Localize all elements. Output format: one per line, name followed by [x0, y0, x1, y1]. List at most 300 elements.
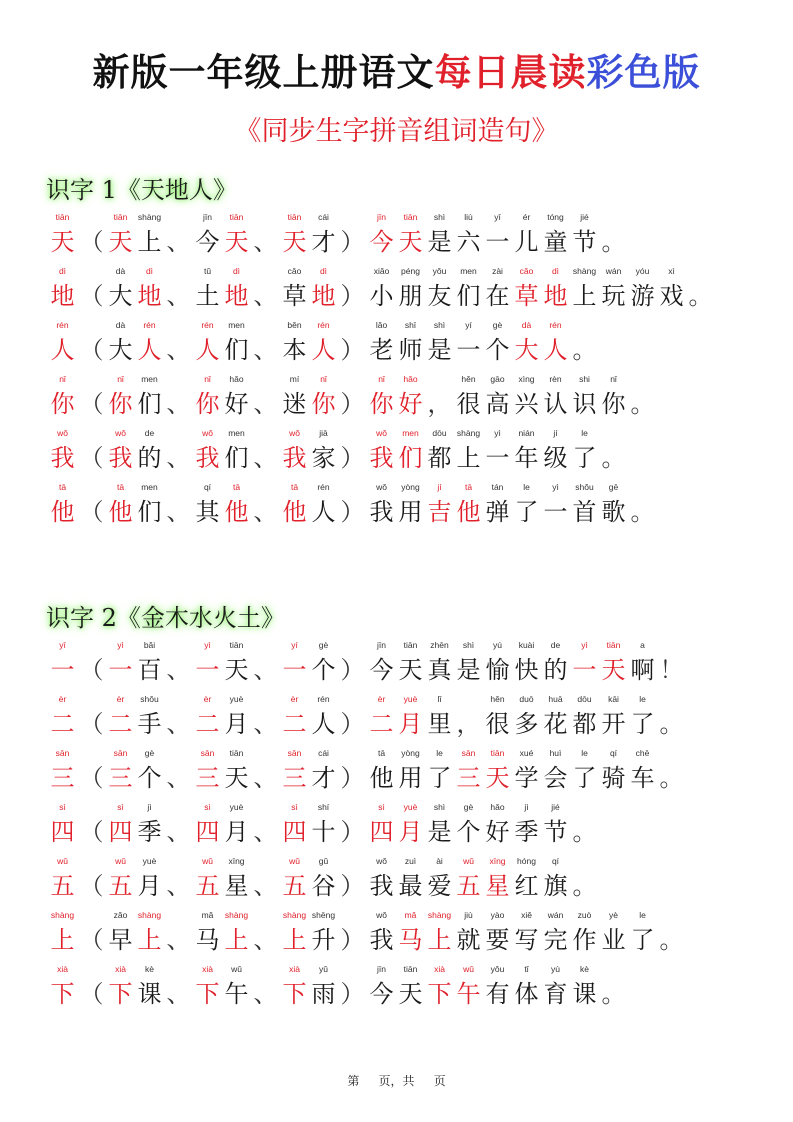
hanzi: 学 — [514, 764, 539, 792]
hanzi: 五 — [50, 872, 75, 900]
hanzi: 朋 — [398, 282, 423, 310]
hanzi: 土 — [195, 282, 220, 310]
hanzi: 上 — [137, 926, 162, 954]
hanzi: 了 — [514, 498, 539, 526]
pinyin: huā — [548, 694, 563, 704]
pinyin: hěn — [461, 374, 476, 384]
pinyin: jīn — [203, 212, 212, 222]
pinyin: wǒ — [202, 428, 213, 438]
hanzi: 。 — [659, 710, 684, 738]
hanzi: 星 — [224, 872, 249, 900]
pinyin: cǎo — [519, 266, 534, 276]
hanzi: 早 — [108, 926, 133, 954]
pinyin: shì — [433, 320, 446, 330]
pinyin: jí — [553, 428, 558, 438]
hanzi: 小 — [369, 282, 394, 310]
pinyin: tā — [290, 482, 299, 492]
hanzi: 、 — [253, 818, 278, 846]
pinyin: shì — [433, 802, 446, 812]
pinyin: shí — [317, 802, 330, 812]
hanzi: 就 — [456, 926, 481, 954]
hanzi: 用 — [398, 498, 423, 526]
pinyin — [647, 639, 696, 651]
pinyin: xīng — [489, 856, 506, 866]
hanzi: 好 — [224, 390, 249, 418]
hanzi: 、 — [166, 336, 191, 364]
hanzi: 五 — [195, 872, 220, 900]
hanzi: 马 — [398, 926, 423, 954]
pinyin: shàng — [137, 910, 162, 920]
hanzi: 马 — [195, 926, 220, 954]
pinyin: men — [141, 374, 158, 384]
hanzi: 好 — [485, 818, 510, 846]
pinyin: gāo — [490, 374, 505, 384]
hanzi: 他 — [50, 498, 75, 526]
pinyin: dì — [551, 266, 560, 276]
hanzi: 大 — [108, 282, 133, 310]
pinyin: xìng — [518, 374, 535, 384]
hanzi: 体 — [514, 980, 539, 1008]
hanzi: ） — [340, 656, 365, 684]
pinyin: tiān — [403, 964, 418, 974]
hanzi: 们 — [456, 282, 481, 310]
hanzi: 下 — [108, 980, 133, 1008]
hanzi: 、 — [166, 656, 191, 684]
pinyin: kuài — [518, 640, 535, 650]
pinyin: sān — [461, 748, 476, 758]
hanzi: 真 — [427, 656, 452, 684]
pinyin: wǒ — [376, 856, 387, 866]
pinyin: tiān — [55, 212, 70, 222]
hanzi: 快 — [514, 656, 539, 684]
hanzi: 十 — [311, 818, 336, 846]
hanzi: 用 — [398, 764, 423, 792]
hanzi: 天 — [398, 656, 423, 684]
character-line — [48, 909, 686, 959]
hanzi: 家 — [311, 444, 336, 472]
hanzi: 三 — [50, 764, 75, 792]
hanzi: 。 — [572, 818, 597, 846]
pinyin: jié — [580, 212, 589, 222]
hanzi: 五 — [108, 872, 133, 900]
hanzi: 。 — [630, 390, 655, 418]
hanzi: 骑 — [601, 764, 626, 792]
hanzi: 吉 — [427, 498, 452, 526]
pinyin: hóng — [517, 856, 536, 866]
hanzi: 午 — [224, 980, 249, 1008]
pinyin: bǎi — [143, 640, 156, 650]
hanzi: 今 — [369, 980, 394, 1008]
hanzi: 、 — [253, 282, 278, 310]
hanzi: 才 — [311, 764, 336, 792]
pinyin: wǔ — [115, 856, 126, 866]
hanzi: 、 — [166, 926, 191, 954]
hanzi: 认 — [543, 390, 568, 418]
pinyin: tiān — [113, 212, 128, 222]
pinyin: wǒ — [376, 482, 387, 492]
pinyin: yuè — [142, 856, 157, 866]
pinyin: rén — [317, 482, 330, 492]
punctuation — [599, 963, 628, 1013]
hanzi: 二 — [50, 710, 75, 738]
hanzi: 雨 — [311, 980, 336, 1008]
pinyin: shàng — [427, 910, 452, 920]
hanzi: 天 — [398, 228, 423, 256]
hanzi: （ — [79, 390, 104, 418]
hanzi: 月 — [398, 818, 423, 846]
hanzi: 作 — [572, 926, 597, 954]
pinyin: shi — [579, 374, 590, 384]
pinyin: yào — [490, 910, 505, 920]
hanzi: 地 — [224, 282, 249, 310]
pinyin — [647, 747, 696, 759]
pinyin: kè — [145, 964, 154, 974]
hanzi: 友 — [427, 282, 452, 310]
pinyin: jīn — [377, 964, 386, 974]
hanzi: 我 — [50, 444, 75, 472]
pinyin: yù — [551, 964, 560, 974]
pinyin: lǎo — [375, 320, 388, 330]
hanzi: 童 — [543, 228, 568, 256]
hanzi: 草 — [514, 282, 539, 310]
pinyin: rén — [317, 320, 330, 330]
hanzi: （ — [79, 980, 104, 1008]
pinyin: rén — [549, 320, 562, 330]
pinyin: lǐ — [437, 694, 442, 704]
hanzi: 一 — [108, 656, 133, 684]
hanzi: 月 — [137, 872, 162, 900]
character-line — [48, 747, 686, 797]
hanzi: 大 — [108, 336, 133, 364]
pinyin: wǔ — [202, 856, 213, 866]
pinyin: yú — [493, 640, 502, 650]
pinyin: gē — [608, 482, 619, 492]
punctuation — [628, 481, 657, 531]
pinyin: huì — [549, 748, 562, 758]
hanzi: 都 — [427, 444, 452, 472]
hanzi: 上 — [427, 926, 452, 954]
hanzi: 地 — [543, 282, 568, 310]
hanzi: （ — [79, 498, 104, 526]
pinyin: tā — [58, 482, 67, 492]
hanzi: 大 — [514, 336, 539, 364]
hanzi: 、 — [166, 764, 191, 792]
hanzi: 升 — [311, 926, 336, 954]
pinyin: xià — [434, 964, 445, 974]
pinyin: xiǎo — [373, 266, 390, 276]
hanzi: 节 — [543, 818, 568, 846]
hanzi: 一 — [50, 656, 75, 684]
pinyin: wǔ — [463, 856, 474, 866]
pinyin: xiě — [521, 910, 532, 920]
punctuation — [657, 639, 686, 689]
hanzi: 课 — [137, 980, 162, 1008]
punctuation — [570, 319, 599, 369]
hanzi: 上 — [282, 926, 307, 954]
hanzi: 、 — [166, 228, 191, 256]
hanzi: 。 — [572, 872, 597, 900]
hanzi: 旗 — [543, 872, 568, 900]
pinyin: le — [436, 748, 443, 758]
pinyin: yǒu — [490, 964, 505, 974]
character-line — [48, 427, 628, 477]
hanzi: 。 — [572, 336, 597, 364]
pinyin: dà — [115, 320, 126, 330]
hanzi: 六 — [456, 228, 481, 256]
pinyin: wǒ — [376, 428, 387, 438]
hanzi: 天 — [282, 228, 307, 256]
hanzi: 、 — [166, 980, 191, 1008]
hanzi: 节 — [572, 228, 597, 256]
pinyin: hǎo — [490, 802, 505, 812]
title-part-2: 每日晨读 — [434, 51, 587, 94]
pinyin: cái — [318, 212, 329, 222]
hanzi: 一 — [456, 336, 481, 364]
hanzi: 是 — [427, 228, 452, 256]
pinyin: men — [228, 428, 245, 438]
pinyin: shàng — [572, 266, 597, 276]
pinyin: nǐ — [204, 374, 211, 384]
pinyin: wán — [605, 266, 622, 276]
hanzi: 首 — [572, 498, 597, 526]
pinyin: tiān — [490, 748, 505, 758]
hanzi: 是 — [456, 656, 481, 684]
pinyin — [589, 963, 638, 975]
pinyin: sì — [291, 802, 298, 812]
pinyin: yì — [581, 640, 588, 650]
hanzi: ） — [340, 818, 365, 846]
hanzi: 完 — [543, 926, 568, 954]
hanzi: ） — [340, 390, 365, 418]
hanzi: 。 — [659, 764, 684, 792]
pinyin: yǒu — [432, 266, 447, 276]
hanzi: 、 — [166, 872, 191, 900]
punctuation — [628, 373, 657, 423]
hanzi: 天 — [108, 228, 133, 256]
hanzi: 他 — [224, 498, 249, 526]
hanzi: 我 — [369, 872, 394, 900]
pinyin: yuè — [403, 802, 418, 812]
hanzi: 地 — [50, 282, 75, 310]
character-line — [48, 693, 686, 743]
pinyin: xià — [202, 964, 213, 974]
hanzi: 会 — [543, 764, 568, 792]
hanzi: 了 — [427, 764, 452, 792]
hanzi: 上 — [50, 926, 75, 954]
hanzi: 手 — [137, 710, 162, 738]
pinyin: zuì — [404, 856, 417, 866]
pinyin: jì — [524, 802, 529, 812]
pinyin: dì — [232, 266, 241, 276]
hanzi: 年 — [514, 444, 539, 472]
hanzi: 、 — [253, 336, 278, 364]
hanzi: 季 — [514, 818, 539, 846]
hanzi: 了 — [572, 764, 597, 792]
pinyin: rén — [143, 320, 156, 330]
hanzi: 才 — [311, 228, 336, 256]
hanzi: 啊 — [630, 656, 655, 684]
pinyin: cǎo — [287, 266, 302, 276]
hanzi: 、 — [166, 818, 191, 846]
pinyin: tǐ — [524, 964, 529, 974]
pinyin: gè — [492, 320, 503, 330]
hanzi: 们 — [224, 444, 249, 472]
hanzi: 月 — [224, 818, 249, 846]
hanzi: 游 — [630, 282, 655, 310]
pinyin: chē — [635, 748, 650, 758]
pinyin: sān — [287, 748, 302, 758]
hanzi: 我 — [195, 444, 220, 472]
hanzi: ） — [340, 764, 365, 792]
pinyin: de — [144, 428, 155, 438]
pinyin — [560, 855, 609, 867]
hanzi: 我 — [282, 444, 307, 472]
pinyin: mí — [289, 374, 300, 384]
pinyin: tiān — [229, 748, 244, 758]
pinyin: gè — [463, 802, 474, 812]
hanzi: 迷 — [282, 390, 307, 418]
title-part-1: 新版一年级上册语文 — [92, 51, 435, 94]
hanzi: 人 — [311, 336, 336, 364]
hanzi: 天 — [224, 764, 249, 792]
hanzi: 人 — [50, 336, 75, 364]
hanzi: 地 — [137, 282, 162, 310]
punctuation — [657, 693, 686, 743]
hanzi: 今 — [369, 228, 394, 256]
pinyin: kè — [580, 964, 589, 974]
pinyin: dōu — [432, 428, 447, 438]
hanzi: 们 — [398, 444, 423, 472]
hanzi: 上 — [137, 228, 162, 256]
hanzi: 了 — [630, 710, 655, 738]
pinyin: sì — [117, 802, 124, 812]
hanzi: 下 — [282, 980, 307, 1008]
pinyin: sì — [378, 802, 385, 812]
hanzi: 个 — [311, 656, 336, 684]
pinyin: èr — [58, 694, 67, 704]
hanzi: （ — [79, 818, 104, 846]
pinyin: nǐ — [320, 374, 327, 384]
hanzi: 二 — [282, 710, 307, 738]
pinyin: duō — [519, 694, 534, 704]
punctuation — [570, 801, 599, 851]
pinyin: yuè — [229, 694, 244, 704]
hanzi: 、 — [166, 444, 191, 472]
hanzi: 我 — [369, 444, 394, 472]
hanzi: 写 — [514, 926, 539, 954]
pinyin: xīng — [228, 856, 245, 866]
hanzi: 。 — [601, 980, 626, 1008]
character-line — [48, 481, 657, 531]
pinyin: yí — [291, 640, 298, 650]
pinyin: jí — [437, 482, 442, 492]
hanzi: 谷 — [311, 872, 336, 900]
title-part-3: 彩色版 — [586, 51, 701, 94]
pinyin: zuò — [577, 910, 592, 920]
pinyin: ài — [436, 856, 443, 866]
page-footer: 第 页，共 页 — [347, 1074, 446, 1088]
pinyin: dì — [145, 266, 154, 276]
hanzi: 三 — [195, 764, 220, 792]
hanzi: 你 — [369, 390, 394, 418]
hanzi: 上 — [224, 926, 249, 954]
hanzi: 、 — [166, 282, 191, 310]
hanzi: 里 — [427, 710, 452, 738]
pinyin: ér — [522, 212, 531, 222]
hanzi: 你 — [311, 390, 336, 418]
pinyin: rén — [56, 320, 69, 330]
pinyin: tā — [377, 748, 386, 758]
hanzi: 了 — [630, 926, 655, 954]
pinyin — [647, 693, 696, 705]
hanzi: 老 — [369, 336, 394, 364]
hanzi: 人 — [137, 336, 162, 364]
pinyin: men — [228, 320, 245, 330]
pinyin: nǐ — [117, 374, 124, 384]
hanzi: 他 — [282, 498, 307, 526]
hanzi: 是 — [427, 818, 452, 846]
hanzi: 五 — [456, 872, 481, 900]
pinyin: qí — [203, 482, 212, 492]
pinyin: hǎo — [403, 374, 418, 384]
hanzi: 天 — [50, 228, 75, 256]
pinyin: sì — [59, 802, 66, 812]
hanzi: 人 — [311, 498, 336, 526]
hanzi: 、 — [166, 390, 191, 418]
hanzi: 、 — [253, 390, 278, 418]
hanzi: 级 — [543, 444, 568, 472]
hanzi: 月 — [398, 710, 423, 738]
pinyin: le — [581, 428, 588, 438]
hanzi: 百 — [137, 656, 162, 684]
hanzi: 、 — [253, 980, 278, 1008]
hanzi: 下 — [50, 980, 75, 1008]
hanzi: 个 — [485, 336, 510, 364]
hanzi: 最 — [398, 872, 423, 900]
pinyin: wǔ — [231, 964, 242, 974]
hanzi: 歌 — [601, 498, 626, 526]
character-line — [48, 963, 628, 1013]
pinyin: sì — [204, 802, 211, 812]
pinyin: zǎo — [113, 910, 128, 920]
hanzi: 人 — [311, 710, 336, 738]
hanzi: 的 — [137, 444, 162, 472]
hanzi: 、 — [253, 444, 278, 472]
hanzi: 车 — [630, 764, 655, 792]
hanzi: 一 — [572, 656, 597, 684]
pinyin: yuè — [229, 802, 244, 812]
pinyin: rén — [201, 320, 214, 330]
hanzi: 、 — [166, 710, 191, 738]
hanzi: 。 — [659, 926, 684, 954]
hanzi: 二 — [369, 710, 394, 738]
pinyin: xià — [115, 964, 126, 974]
hanzi: 上 — [456, 444, 481, 472]
pinyin — [589, 211, 638, 223]
hanzi: （ — [79, 228, 104, 256]
pinyin: xì — [668, 266, 675, 276]
pinyin: mǎ — [404, 910, 417, 920]
pinyin — [676, 265, 725, 277]
hanzi: 二 — [108, 710, 133, 738]
pinyin: shàng — [456, 428, 481, 438]
hanzi: 下 — [427, 980, 452, 1008]
hanzi: 都 — [572, 710, 597, 738]
hanzi: 好 — [398, 390, 423, 418]
hanzi: 地 — [311, 282, 336, 310]
pinyin: shàng — [50, 910, 75, 920]
character-line — [48, 639, 686, 689]
